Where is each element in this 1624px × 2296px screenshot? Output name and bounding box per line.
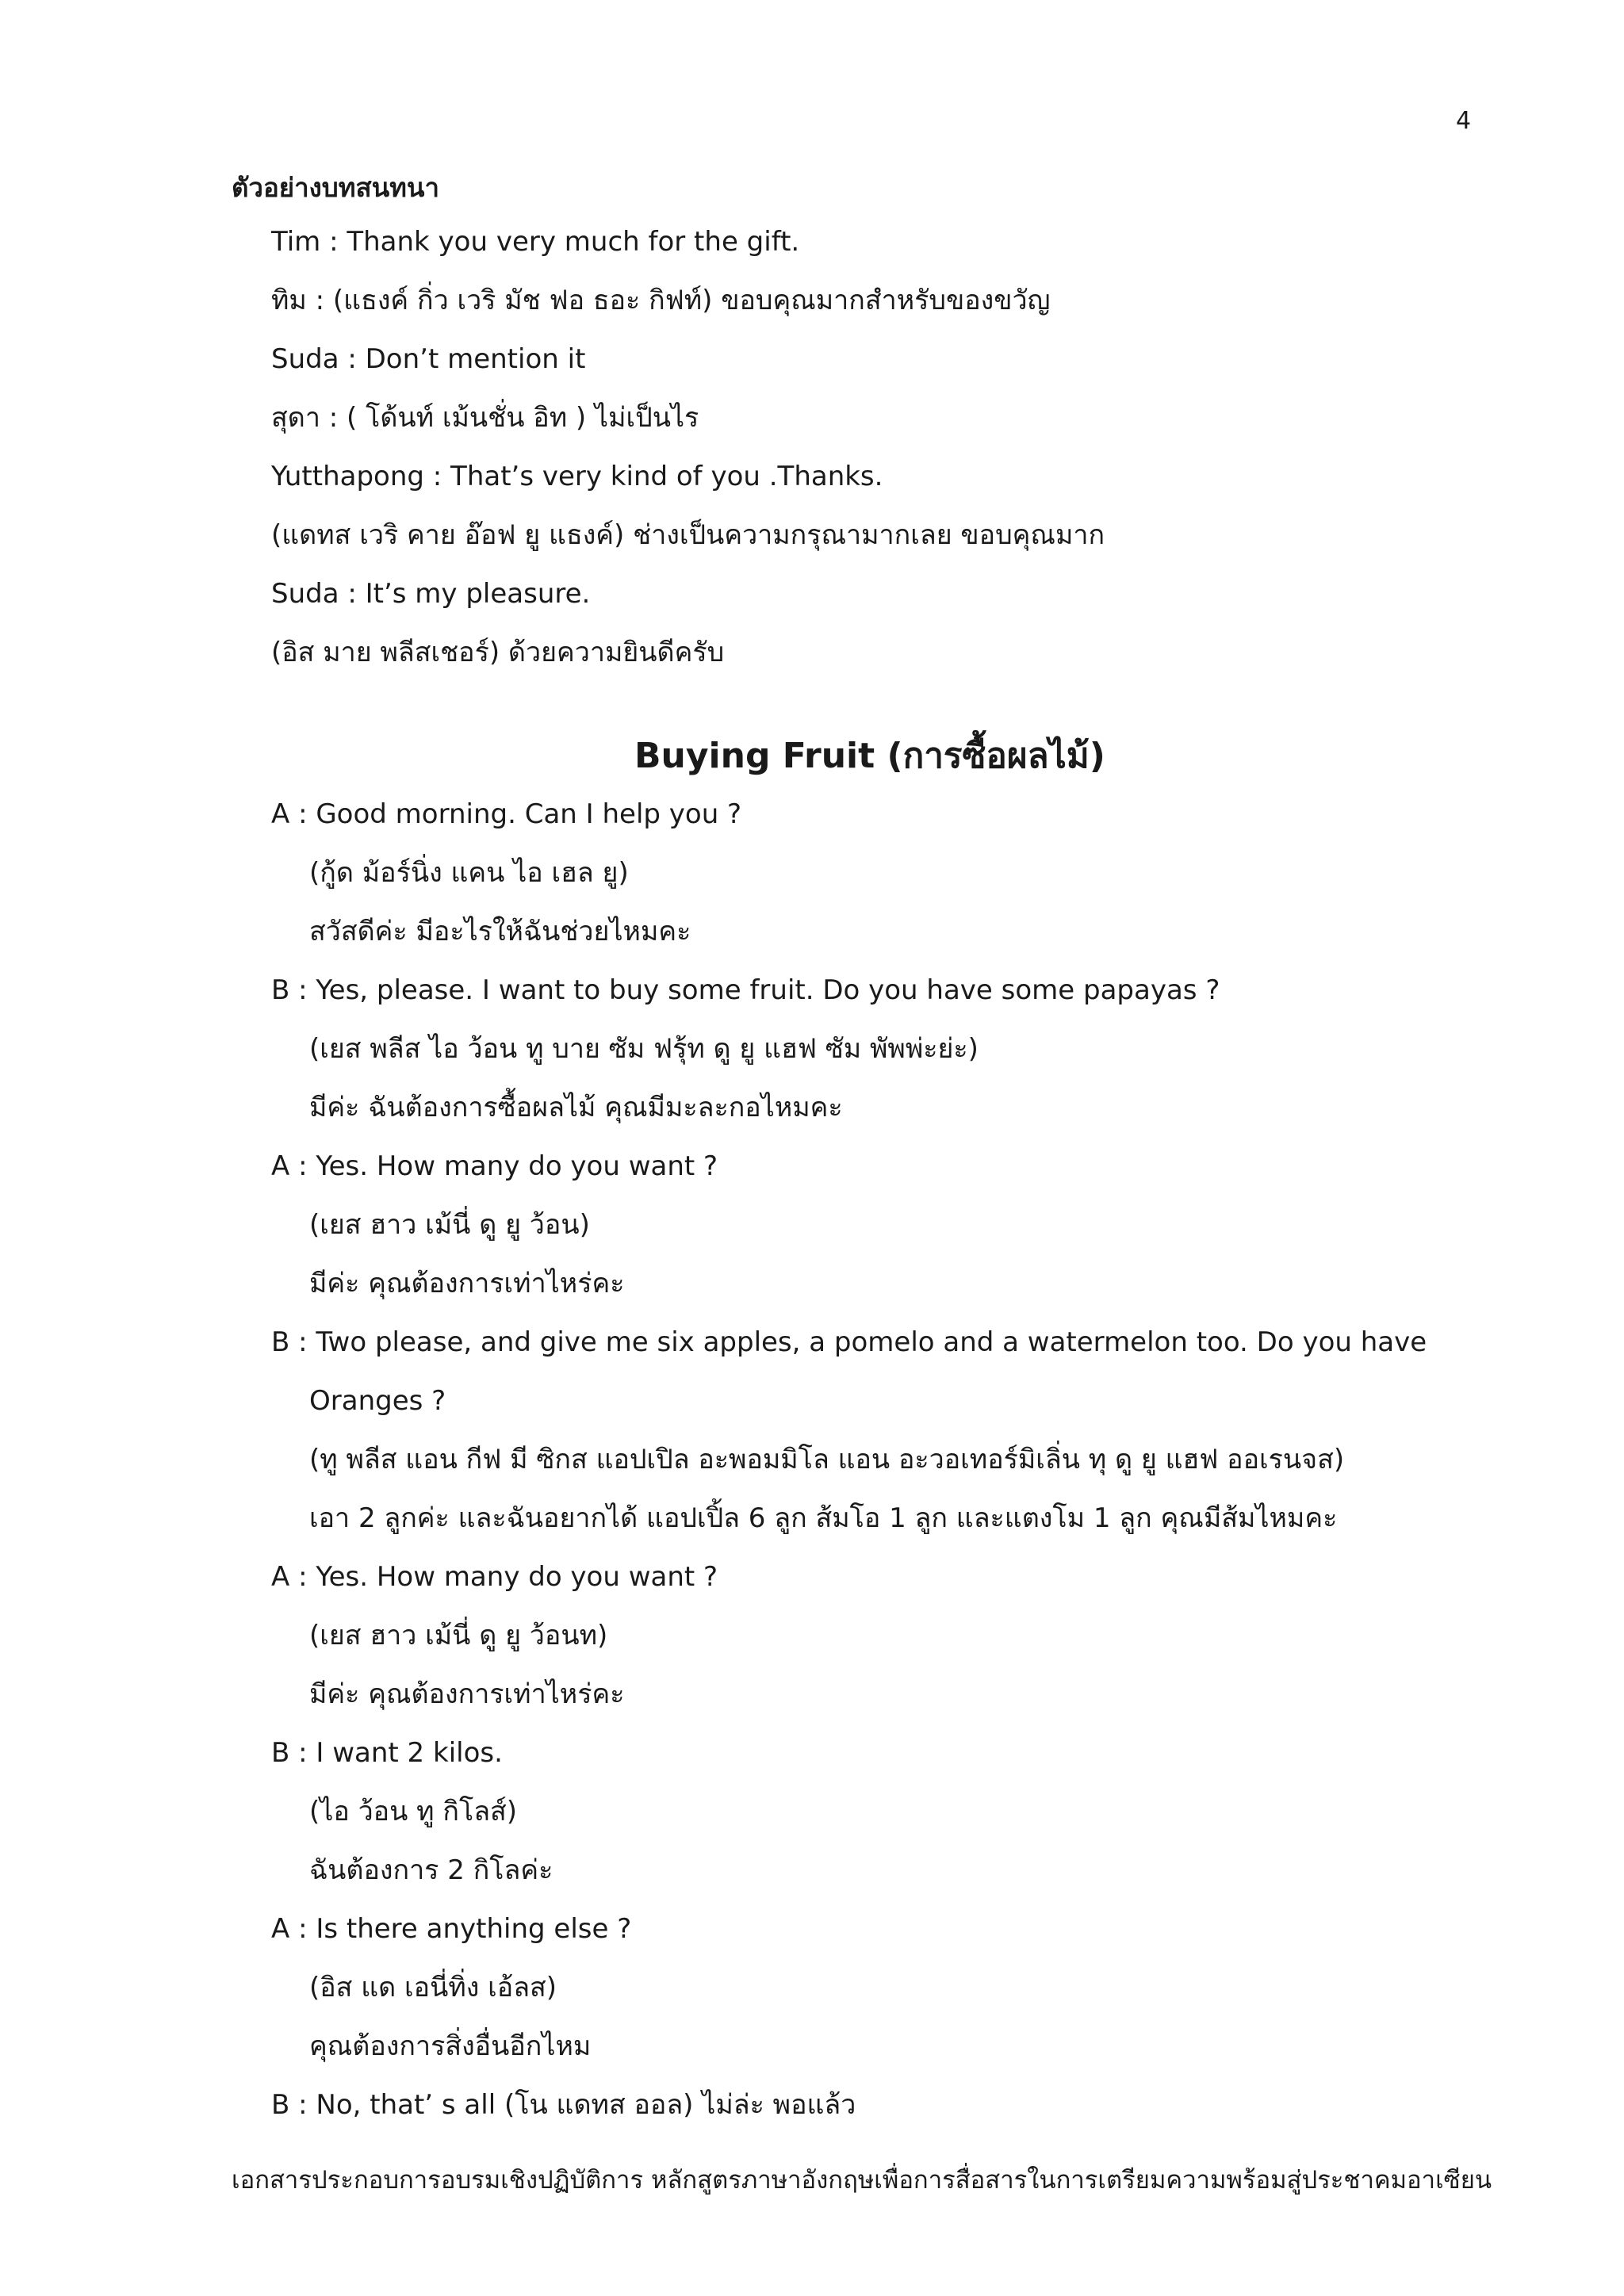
dialogue-line: Suda : It’s my pleasure.	[271, 578, 591, 610]
translation-line: เอา 2 ลูกค่ะ และฉันอยากได้ แอปเปิ้ล 6 ลูก ส้มโอ 1 ลูก และแตงโม 1 ลูก คุณมีส้มไหมคะ	[309, 1502, 1338, 1534]
dialogue-line: สุดา : ( โด้นท์ เม้นชั่น อิท ) ไม่เป็นไร	[271, 402, 699, 434]
speaker-line: A : Yes. How many do you want ?	[271, 1150, 718, 1182]
translation-line: (ไอ ว้อน ทู กิโลส์)	[309, 1796, 518, 1827]
dialogue-entry	[271, 1313, 1427, 1548]
translation-line: คุณต้องการสิ่งอื่นอีกไหม	[309, 2030, 592, 2062]
dialogue-entry	[271, 1724, 1427, 1900]
dialogue-line: Suda : Don’t mention it	[271, 343, 586, 375]
buying-fruit-dialogue	[271, 785, 1427, 2134]
page-number: 4	[1456, 107, 1472, 135]
speaker-line: B : Two please, and give me six apples, a pomelo and a watermelon too. Do you have	[271, 1326, 1427, 1358]
translation-line: (กู้ด ม้อร์นิ่ง แคน ไอ เฮล ยู)	[309, 857, 629, 889]
translation-line: สวัสดีค่ะ มีอะไรให้ฉันช่วยไหมคะ	[309, 916, 691, 947]
translation-line: ฉันต้องการ 2 กิโลค่ะ	[309, 1854, 553, 1886]
speaker-line: B : Yes, please. I want to buy some fruit. Do you have some papayas ?	[271, 974, 1220, 1006]
translation-line: มีค่ะ คุณต้องการเท่าไหร่คะ	[309, 1268, 625, 1299]
dialogue-line: Yutthapong : That’s very kind of you .Thanks.	[271, 461, 883, 492]
example-dialogue	[271, 212, 1105, 682]
translation-line: (อิส แด เอนี่ทิ่ง เอ้ลส)	[309, 1972, 557, 2003]
dialogue-line: Tim : Thank you very much for the gift.	[271, 226, 800, 258]
dialogue-line: ทิม : (แธงค์ กิ่ว เวริ มัช ฟอ ธอะ กิฟท์) ขอบคุณมากสำหรับของขวัญ	[271, 285, 1051, 316]
dialogue-entry	[271, 961, 1427, 1137]
translation-line: (ทู พลีส แอน กีฟ มี ซิกส แอปเปิล อะพอมมิโล แอน อะวอเทอร์มิเลิ่น ทุ ดู ยู แฮฟ ออเรนจส)	[309, 1444, 1345, 1475]
translation-line: (เยส ฮาว เม้นี่ ดู ยู ว้อน)	[309, 1209, 590, 1241]
dialogue-entry	[271, 1900, 1427, 2076]
speaker-line: A : Is there anything else ?	[271, 1913, 632, 1945]
dialogue-entry	[271, 1548, 1427, 1724]
dialogue-line: (อิส มาย พลีสเชอร์) ด้วยความยินดีครับ	[271, 637, 725, 668]
translation-line: มีค่ะ ฉันต้องการซื้อผลไม้ คุณมีมะละกอไหมคะ	[309, 1092, 843, 1123]
document-footer: เอกสารประกอบการอบรมเชิงปฏิบัติการ หลักสูตรภาษาอังกฤษเพื่อการสื่อสารในการเตรียมความพร้อมสู่ประชาคมอาเซียน	[232, 2166, 1492, 2195]
translation-line: มีค่ะ คุณต้องการเท่าไหร่คะ	[309, 1678, 625, 1710]
dialogue-entry	[271, 1137, 1427, 1313]
example-dialogue-heading: ตัวอย่างบทสนทนา	[232, 172, 440, 203]
speaker-line: B : No, that’ s all (โน แดทส ออล) ไม่ล่ะ พอแล้ว	[271, 2089, 856, 2121]
dialogue-entry	[271, 785, 1427, 961]
speaker-line: B : I want 2 kilos.	[271, 1737, 503, 1769]
speaker-line: A : Good morning. Can I help you ?	[271, 798, 742, 830]
translation-line: Oranges ?	[309, 1385, 446, 1417]
translation-line: (เยส พลีส ไอ ว้อน ทู บาย ซัม ฟรุ้ท ดู ยู แฮฟ ซัม พัพพ่ะย่ะ)	[309, 1033, 979, 1065]
dialogue-line: (แดทส เวริ คาย อ๊อฟ ยู แธงค์) ช่างเป็นความกรุณามากเลย ขอบคุณมาก	[271, 519, 1105, 551]
buying-fruit-title: Buying Fruit (การซื้อผลไม้)	[634, 736, 1105, 776]
dialogue-entry	[271, 2076, 1427, 2134]
speaker-line: A : Yes. How many do you want ?	[271, 1561, 718, 1593]
translation-line: (เยส ฮาว เม้นี่ ดู ยู ว้อนท)	[309, 1620, 608, 1651]
